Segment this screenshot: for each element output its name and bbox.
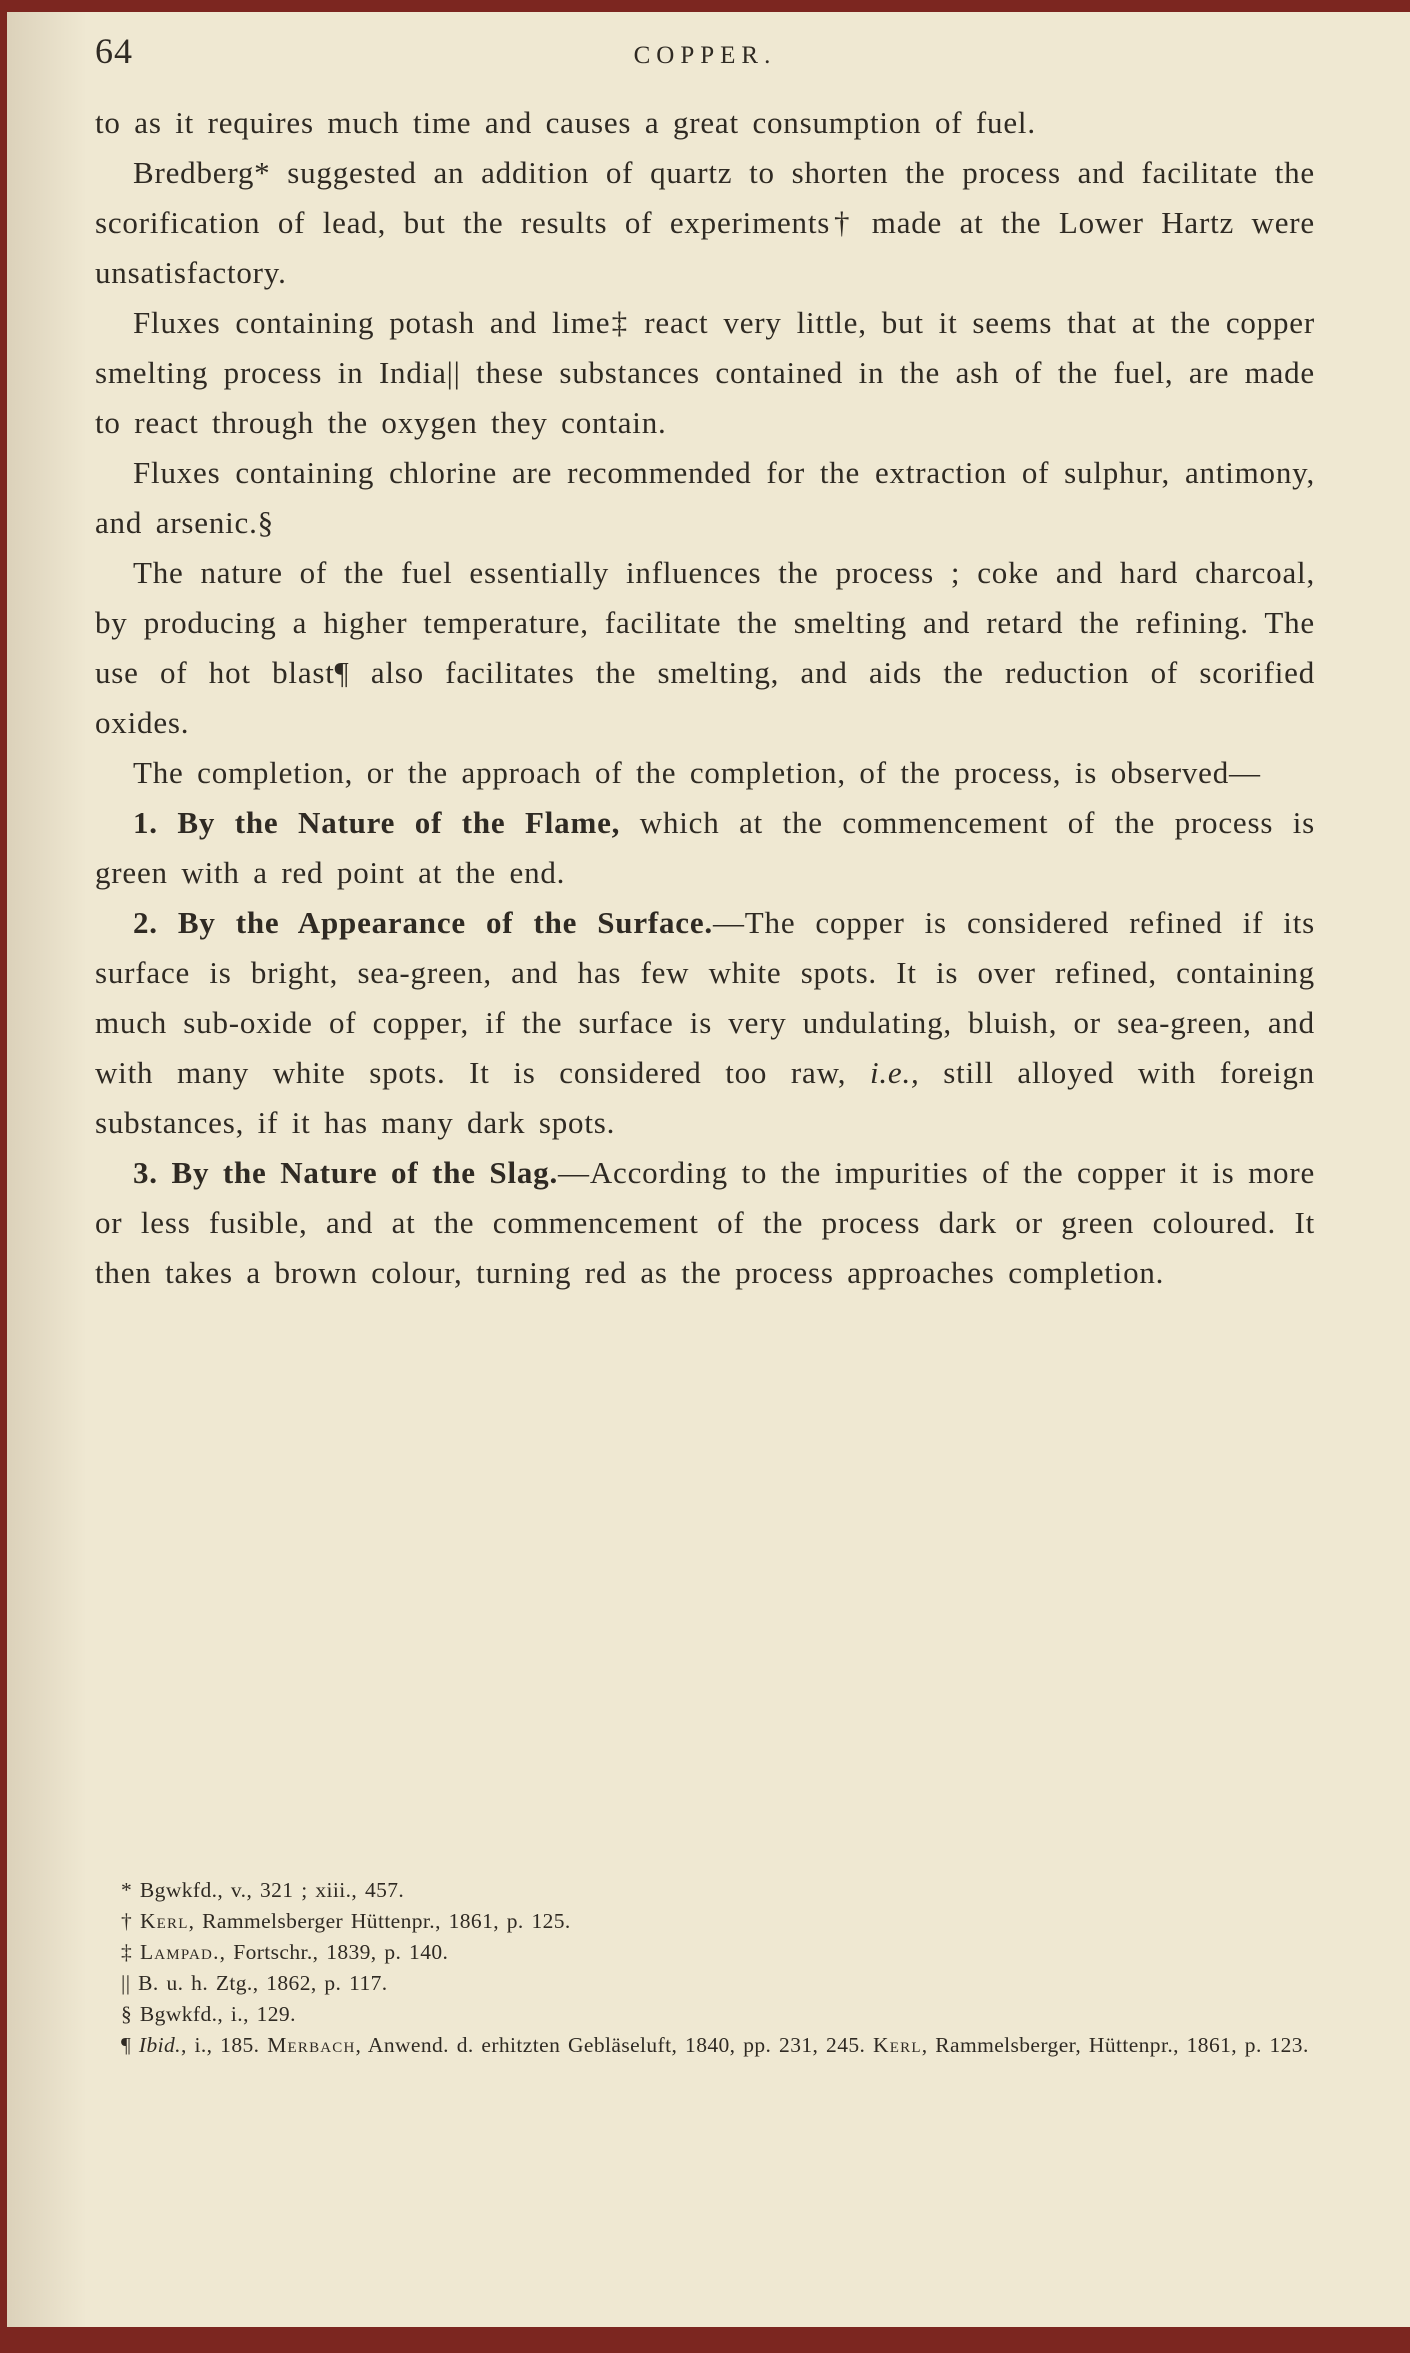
page-header — [95, 30, 1315, 72]
footnotes-section — [95, 1875, 1315, 2061]
paragraph-item-2-surface: 2. By the Appearance of the Surface.—The copper is considered refined if its surface is bright, sea-green, and has few white spots. It is over refined, containing much sub-oxide of copper, if the surface is very undulating, bluish, or sea-green, and with many white spots. It is considered too raw, i.e., still alloyed with foreign substances, if it has many dark spots. — [95, 905, 1315, 1140]
book-edge-bottom — [0, 2327, 1410, 2353]
footnote-pilcrow: ¶ Ibid., i., 185. Merbach, Anwend. d. erhitzten Gebläseluft, 1840, pp. 231, 245. Kerl, Rammelsberger, Hüttenpr., 1861, p. 123. — [121, 2033, 1309, 2057]
paragraph-item-1-flame: 1. By the Nature of the Flame, which at the commencement of the process is green with a red point at the end. — [95, 805, 1316, 890]
footnote-dagger: † Kerl, Rammelsberger Hüttenpr., 1861, p. 125. — [121, 1909, 571, 1933]
paragraph-bredberg: Bredberg* suggested an addition of quartz to shorten the process and facilitate the scorification of lead, but the results of experiments† made at the Lower Hartz were unsatisfactory. — [95, 155, 1315, 290]
paragraph-completion-intro: The completion, or the approach of the completion, of the process, is observed— — [133, 755, 1261, 790]
running-head: COPPER. — [633, 42, 777, 69]
footnote-parallel: || B. u. h. Ztg., 1862, p. 117. — [121, 1971, 388, 1995]
footnote-asterisk: * Bgwkfd., v., 321 ; xiii., 457. — [121, 1878, 405, 1902]
paragraph-continuation: to as it requires much time and causes a great consumption of fuel. — [95, 105, 1036, 140]
paragraph-fluxes-chlorine: Fluxes containing chlorine are recommended for the extraction of sulphur, antimony, and arsenic.§ — [95, 455, 1315, 540]
footnote-double-dagger: ‡ Lampad., Fortschr., 1839, p. 140. — [121, 1940, 449, 1964]
paragraph-fluxes-potash: Fluxes containing potash and lime‡ react very little, but it seems that at the copper smelting process in India|| these substances contained in the ash of the fuel, are made to react through the oxygen they contain. — [95, 305, 1315, 440]
page-number: 64 — [95, 31, 133, 71]
paragraph-nature-of-fuel: The nature of the fuel essentially influences the process ; coke and hard charcoal, by producing a higher temperature, facilitate the smelting and retard the refining. The use of hot blast¶ also facilitates the smelting, and aids the reduction of scorified oxides. — [95, 555, 1315, 740]
footnote-section-mark: § Bgwkfd., i., 129. — [121, 2002, 296, 2026]
page-body — [95, 98, 1315, 1298]
paragraph-item-3-slag: 3. By the Nature of the Slag.—According to the impurities of the copper it is more or less fusible, and at the commencement of the process dark or green coloured. It then takes a brown colour, turning red as the process approaches completion. — [95, 1155, 1316, 1290]
